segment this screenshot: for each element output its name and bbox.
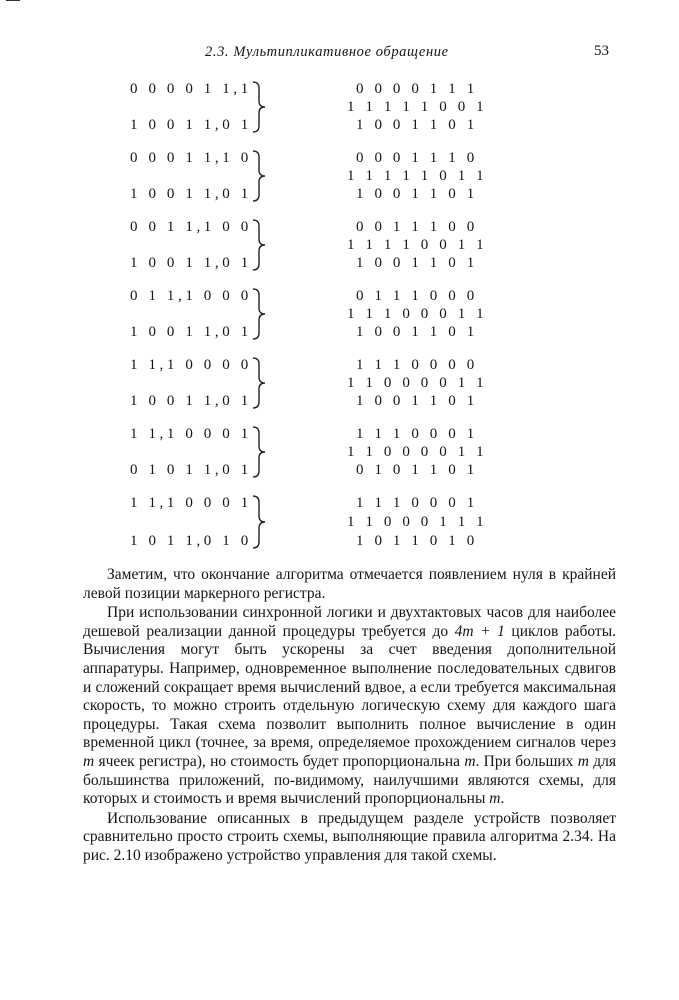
step-6-brace [250, 425, 272, 479]
variable-m: m [83, 752, 95, 770]
step-2-divisor: 1 0 0 1 1,0 1 [130, 186, 252, 202]
paragraph-2-text-f: . [500, 790, 505, 808]
step-7-result-line-3: 1 0 1 1 0 1 0 [356, 533, 478, 549]
body-text [83, 566, 616, 866]
step-5-dividend: 1 1,1 0 0 0 0 [130, 357, 252, 373]
paragraph-1 [83, 566, 616, 603]
step-2-result-line-2: 1 1 1 1 1 0 1 1 [347, 168, 488, 184]
paragraph-2 [83, 604, 616, 809]
step-3-dividend: 0 0 1 1,1 0 0 [130, 219, 252, 235]
step-7-result-line-1: 1 1 1 0 0 0 1 [356, 495, 478, 511]
paragraph-3 [83, 810, 616, 866]
paragraph-2-text-c: ячеек регистра), но стоимость будет пропорциональна [94, 752, 465, 770]
step-4-result-line-2: 1 1 1 0 0 0 1 1 [347, 306, 488, 322]
step-4-result-line-1: 0 1 1 1 0 0 0 [356, 288, 478, 304]
step-5-result-line-1: 1 1 1 0 0 0 0 [356, 357, 478, 373]
paragraph-2-text-d: . При больших [475, 752, 578, 770]
variable-m: m [464, 752, 476, 770]
variable-m: m [489, 790, 501, 808]
step-7-result-line-2: 1 1 0 0 0 1 1 1 [347, 514, 488, 530]
step-5-divisor: 1 0 0 1 1,0 1 [130, 393, 252, 409]
step-4-divisor: 1 0 0 1 1,0 1 [130, 324, 252, 340]
step-7-brace [250, 494, 272, 550]
step-6-divisor: 0 1 0 1 1,0 1 [130, 462, 252, 478]
page-number: 53 [594, 43, 609, 59]
step-3-result-line-1: 0 0 1 1 1 0 0 [356, 219, 478, 235]
step-1-divisor: 1 0 0 1 1,0 1 [130, 117, 252, 133]
step-4-dividend: 0 1 1,1 0 0 0 [130, 288, 252, 304]
step-6-result-line-3: 0 1 0 1 1 0 1 [356, 462, 478, 478]
paragraph-3-text: Использование описанных в предыдущем разделе устройств позволяет сравнительно просто строить схемы, выполняющие правила алгоритма 2.34. На рис. 2.10 изображено устройство управления для такой схемы. [83, 809, 616, 864]
step-4-brace [250, 287, 272, 341]
step-3-brace [250, 218, 272, 272]
paragraph-2-text-e: для большинства приложений, по-видимому, наилучшими являются схемы, для которых и стоимость и время вычислений пропорциональны [83, 752, 616, 808]
step-1-result-line-3: 1 0 0 1 1 0 1 [356, 117, 478, 133]
step-3-result-line-2: 1 1 1 1 0 0 1 1 [347, 237, 488, 253]
step-1-result-line-2: 1 1 1 1 1 0 0 1 [347, 99, 488, 115]
step-3-result-line-3: 1 0 0 1 1 0 1 [356, 255, 478, 271]
step-7-dividend: 1 1,1 0 0 0 1 [130, 495, 252, 511]
step-2-result-line-1: 0 0 0 1 1 1 0 [356, 150, 478, 166]
step-4-result-line-3: 1 0 0 1 1 0 1 [356, 324, 478, 340]
step-3-divisor: 1 0 0 1 1,0 1 [130, 255, 252, 271]
step-2-brace [250, 149, 272, 203]
step-5-result-line-2: 1 1 0 0 0 0 1 1 [347, 375, 488, 391]
step-6-result-line-2: 1 1 0 0 0 0 1 1 [347, 444, 488, 460]
paragraph-2-text-b: циклов работы. Вычисления могут быть ускорены за счет введения дополнительной аппаратуры. Например, одновременное выполнение последовательных сдвигов и сложений сокращает время вычислений вдвое, а если требуется максимальная скорость, то можно строить отдельную логическую схему для каждого шага процедуры. Такая схема позволит выполнить полное вычисление в один временной цикл (точнее, за время, определяемое прохождением сигналов через [83, 622, 616, 752]
step-1-result-line-1: 0 0 0 0 1 1 1 [356, 81, 478, 97]
step-1-dividend: 0 0 0 0 1 1,1 [130, 81, 252, 97]
formula-4m-plus-1: 4m + 1 [454, 622, 505, 640]
step-6-dividend: 1 1,1 0 0 0 1 [130, 426, 252, 442]
step-5-result-line-3: 1 0 0 1 1 0 1 [356, 393, 478, 409]
running-title: 2.3. Мультипликативное обращение [205, 44, 449, 60]
step-7-divisor: 1 0 1 1,0 1 0 [130, 533, 252, 549]
step-2-dividend: 0 0 0 1 1,1 0 [130, 150, 252, 166]
step-5-brace [250, 356, 272, 410]
step-2-result-line-3: 1 0 0 1 1 0 1 [356, 186, 478, 202]
paragraph-1-text: Заметим, что окончание алгоритма отмечается появлением нуля в крайней левой позиции маркерного регистра. [83, 566, 616, 602]
variable-m: m [577, 752, 589, 770]
step-1-brace [250, 80, 272, 134]
paragraph-2-text-a: При использовании синхронной логики и двухтактовых часов для наиболее дешевой реализации данной процедуры требуется до [83, 604, 616, 640]
step-6-result-line-1: 1 1 1 0 0 0 1 [356, 426, 478, 442]
